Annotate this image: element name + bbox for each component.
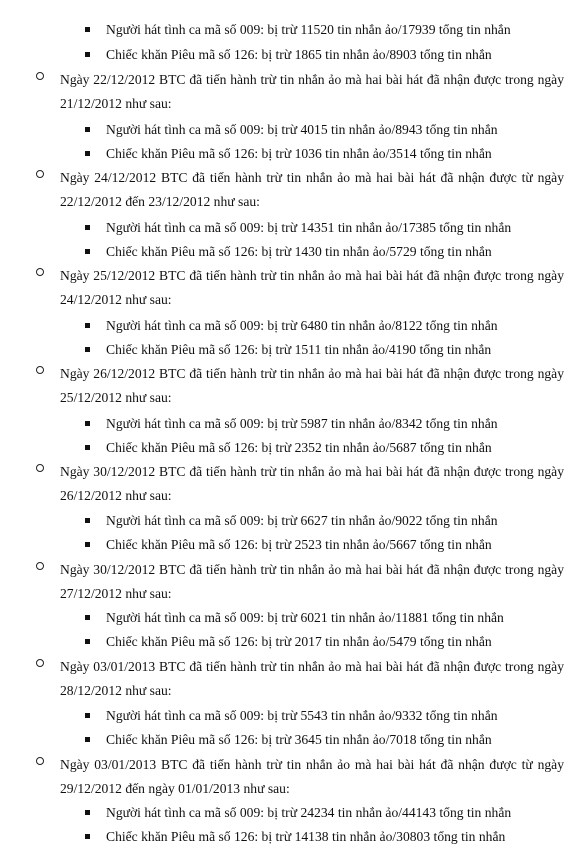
circle-bullet-icon (36, 72, 44, 80)
list-item (36, 264, 566, 312)
circle-bullet-icon (36, 562, 44, 570)
sub-bullet-item (84, 144, 564, 164)
sub-bullet-item (84, 608, 564, 628)
square-bullet-icon (85, 542, 90, 547)
sub-bullet-item (84, 242, 564, 262)
circle-bullet-icon (36, 268, 44, 276)
circle-bullet-icon (36, 659, 44, 667)
list-item (36, 362, 566, 410)
entry-text: Ngày 03/01/2013 BTC đã tiến hành trừ tin nhắn ảo mà hai bài hát đã nhận được từ ngày 29/12/2012 đến ngày 01/01/2013 như sau: (60, 757, 564, 796)
square-bullet-icon (85, 639, 90, 644)
sub-bullet-text: Chiếc khăn Piêu mã số 126: bị trừ 2017 tin nhắn ảo/5479 tổng tin nhắn (106, 634, 492, 649)
sub-bullet-item (84, 803, 564, 823)
square-bullet-icon (85, 52, 90, 57)
sub-bullet-text: Chiếc khăn Piêu mã số 126: bị trừ 2352 tin nhắn ảo/5687 tổng tin nhắn (106, 440, 492, 455)
list-item (36, 655, 566, 703)
sub-bullet-text: Chiếc khăn Piêu mã số 126: bị trừ 1430 tin nhắn ảo/5729 tổng tin nhắn (106, 244, 492, 259)
sub-bullet-text: Chiếc khăn Piêu mã số 126: bị trừ 1865 tin nhắn ảo/8903 tổng tin nhắn (106, 47, 492, 62)
sub-bullet-text: Người hát tình ca mã số 009: bị trừ 11520 tin nhắn ảo/17939 tổng tin nhắn (106, 22, 511, 37)
list-item (36, 753, 566, 801)
entry-text: Ngày 30/12/2012 BTC đã tiến hành trừ tin nhắn ảo mà hai bài hát đã nhận được trong ngày 27/12/2012 như sau: (60, 562, 564, 601)
sub-bullet-item (84, 535, 564, 555)
list-item (36, 460, 566, 508)
square-bullet-icon (85, 127, 90, 132)
list-item (36, 558, 566, 606)
sub-bullet-text: Người hát tình ca mã số 009: bị trừ 5987 tin nhắn ảo/8342 tổng tin nhắn (106, 416, 498, 431)
square-bullet-icon (85, 151, 90, 156)
sub-bullet-item (84, 340, 564, 360)
entry-text: Ngày 03/01/2013 BTC đã tiến hành trừ tin nhắn ảo mà hai bài hát đã nhận được trong ngày 28/12/2012 như sau: (60, 659, 564, 698)
sub-bullet-item (84, 706, 564, 726)
square-bullet-icon (85, 713, 90, 718)
square-bullet-icon (85, 737, 90, 742)
list-item (36, 68, 566, 116)
square-bullet-icon (85, 27, 90, 32)
circle-bullet-icon (36, 170, 44, 178)
sub-bullet-text: Người hát tình ca mã số 009: bị trừ 6627 tin nhắn ảo/9022 tổng tin nhắn (106, 513, 498, 528)
square-bullet-icon (85, 834, 90, 839)
sub-bullet-item (84, 827, 564, 847)
circle-bullet-icon (36, 366, 44, 374)
square-bullet-icon (85, 225, 90, 230)
sub-bullet-item (84, 45, 564, 65)
sub-bullet-item (84, 316, 564, 336)
square-bullet-icon (85, 421, 90, 426)
sub-bullet-text: Người hát tình ca mã số 009: bị trừ 6480 tin nhắn ảo/8122 tổng tin nhắn (106, 318, 498, 333)
entry-text: Ngày 25/12/2012 BTC đã tiến hành trừ tin nhắn ảo mà hai bài hát đã nhận được trong ngày 24/12/2012 như sau: (60, 268, 564, 307)
sub-bullet-item (84, 120, 564, 140)
sub-bullet-text: Người hát tình ca mã số 009: bị trừ 4015 tin nhắn ảo/8943 tổng tin nhắn (106, 122, 498, 137)
entry-text: Ngày 22/12/2012 BTC đã tiến hành trừ tin nhắn ảo mà hai bài hát đã nhận được trong ngày 21/12/2012 như sau: (60, 72, 564, 111)
circle-bullet-icon (36, 757, 44, 765)
list-item (36, 166, 566, 214)
sub-bullet-item (84, 438, 564, 458)
sub-bullet-item (84, 730, 564, 750)
square-bullet-icon (85, 518, 90, 523)
sub-bullet-text: Người hát tình ca mã số 009: bị trừ 14351 tin nhắn ảo/17385 tổng tin nhắn (106, 220, 512, 235)
square-bullet-icon (85, 445, 90, 450)
entry-text: Ngày 30/12/2012 BTC đã tiến hành trừ tin nhắn ảo mà hai bài hát đã nhận được trong ngày 26/12/2012 như sau: (60, 464, 564, 503)
sub-bullet-text: Chiếc khăn Piêu mã số 126: bị trừ 1036 tin nhắn ảo/3514 tổng tin nhắn (106, 146, 492, 161)
square-bullet-icon (85, 249, 90, 254)
circle-bullet-icon (36, 464, 44, 472)
sub-bullet-text: Chiếc khăn Piêu mã số 126: bị trừ 1511 tin nhắn ảo/4190 tổng tin nhắn (106, 342, 492, 357)
sub-bullet-text: Chiếc khăn Piêu mã số 126: bị trừ 3645 tin nhắn ảo/7018 tổng tin nhắn (106, 732, 492, 747)
square-bullet-icon (85, 810, 90, 815)
sub-bullet-text: Người hát tình ca mã số 009: bị trừ 24234 tin nhắn ảo/44143 tổng tin nhắn (106, 805, 512, 820)
sub-bullet-text: Chiếc khăn Piêu mã số 126: bị trừ 2523 tin nhắn ảo/5667 tổng tin nhắn (106, 537, 492, 552)
sub-bullet-item (84, 511, 564, 531)
sub-bullet-item (84, 218, 564, 238)
sub-bullet-text: Chiếc khăn Piêu mã số 126: bị trừ 14138 tin nhắn ảo/30803 tổng tin nhắn (106, 829, 506, 844)
entry-text: Ngày 24/12/2012 BTC đã tiến hành trừ tin nhắn ảo mà hai bài hát đã nhận được từ ngày 22/12/2012 đến 23/12/2012 như sau: (60, 170, 564, 209)
sub-bullet-item (84, 20, 564, 40)
entry-text: Ngày 26/12/2012 BTC đã tiến hành trừ tin nhắn ảo mà hai bài hát đã nhận được trong ngày 25/12/2012 như sau: (60, 366, 564, 405)
sub-bullet-item (84, 414, 564, 434)
sub-bullet-item (84, 632, 564, 652)
sub-bullet-text: Người hát tình ca mã số 009: bị trừ 6021 tin nhắn ảo/11881 tổng tin nhắn (106, 610, 504, 625)
sub-bullet-text: Người hát tình ca mã số 009: bị trừ 5543 tin nhắn ảo/9332 tổng tin nhắn (106, 708, 498, 723)
square-bullet-icon (85, 615, 90, 620)
square-bullet-icon (85, 347, 90, 352)
square-bullet-icon (85, 323, 90, 328)
